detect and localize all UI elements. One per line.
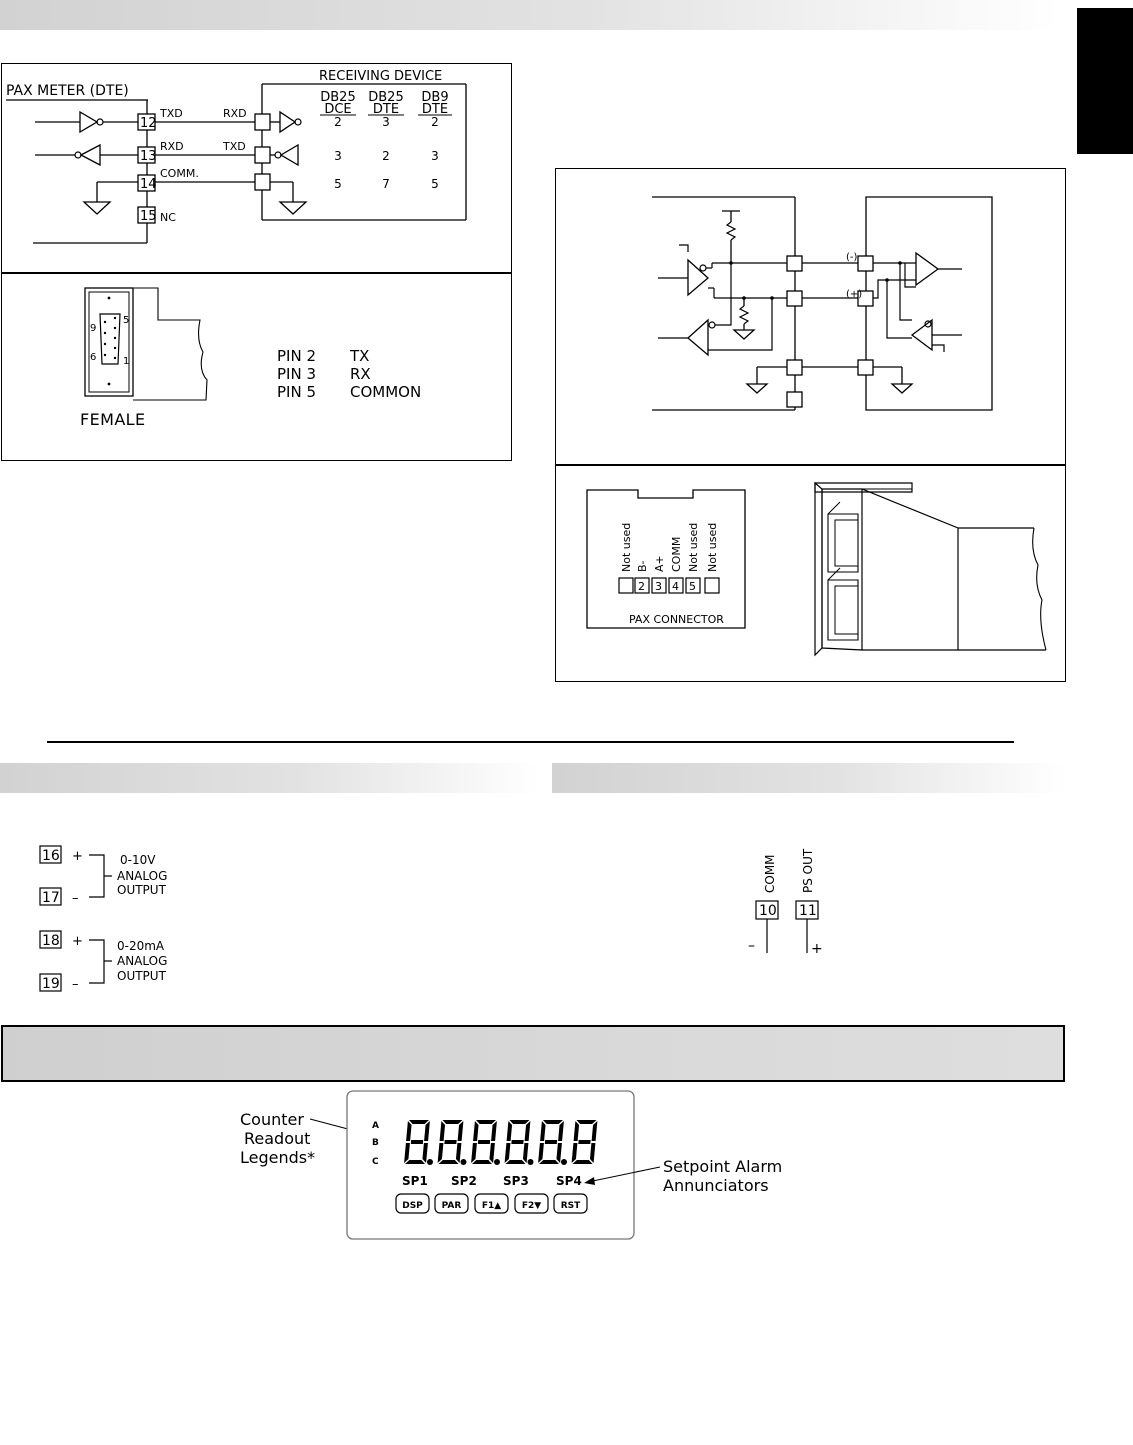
svg-text:OUTPUT: OUTPUT <box>117 969 166 983</box>
svg-text:–: – <box>72 977 79 992</box>
svg-text:5: 5 <box>689 580 696 593</box>
pax-meter-label: PAX METER (DTE) <box>6 83 129 99</box>
rst-button[interactable] <box>554 1194 587 1213</box>
svg-text:19: 19 <box>42 976 60 992</box>
ps-out-terminal-label: PS OUT <box>801 848 815 893</box>
svg-text:16: 16 <box>42 848 60 864</box>
svg-text:12: 12 <box>140 116 157 131</box>
dsp-button[interactable] <box>396 1194 429 1213</box>
legend-c: C <box>372 1157 379 1167</box>
display-segment <box>511 1140 523 1144</box>
svg-text:RST: RST <box>560 1201 581 1211</box>
svg-text:B-: B- <box>636 560 649 572</box>
svg-text:A+: A+ <box>653 555 666 572</box>
svg-text:14: 14 <box>140 177 157 192</box>
sp4-annunciator: SP4 <box>556 1174 582 1188</box>
display-segment <box>444 1140 456 1144</box>
svg-text:+: + <box>72 934 83 949</box>
svg-text:5: 5 <box>123 315 130 326</box>
svg-text:Not used: Not used <box>687 522 700 572</box>
svg-text:3: 3 <box>431 149 439 163</box>
svg-text:Not used: Not used <box>620 522 633 572</box>
svg-text:F1▲: F1▲ <box>481 1201 502 1211</box>
svg-text:13: 13 <box>140 149 157 164</box>
svg-text:COMM: COMM <box>670 536 683 572</box>
svg-text:COMMON: COMMON <box>350 383 422 401</box>
par-button[interactable] <box>435 1194 468 1213</box>
receiving-device-label: RECEIVING DEVICE <box>319 69 443 84</box>
polarity-plus-label: (+) <box>846 289 863 300</box>
svg-text:10: 10 <box>759 903 777 919</box>
f2-down-button[interactable] <box>515 1194 548 1213</box>
svg-text:F2▼: F2▼ <box>521 1201 542 1211</box>
svg-text:Annunciators: Annunciators <box>663 1176 769 1195</box>
svg-text:Legends*: Legends* <box>240 1148 316 1167</box>
display-decimal-point <box>528 1159 534 1165</box>
f1-up-button[interactable] <box>475 1194 508 1213</box>
svg-text:DB25: DB25 <box>368 90 404 105</box>
svg-text:5: 5 <box>431 177 439 191</box>
comm-terminal-label: COMM <box>763 854 777 893</box>
svg-text:4: 4 <box>672 580 679 593</box>
legend-a: A <box>372 1121 379 1131</box>
svg-text:PAR: PAR <box>441 1201 462 1211</box>
remote-txd-label: TXD <box>223 140 246 153</box>
svg-text:TX: TX <box>350 347 370 365</box>
svg-text:ANALOG: ANALOG <box>117 954 168 968</box>
sp1-annunciator: SP1 <box>402 1174 428 1188</box>
svg-text:ANALOG: ANALOG <box>117 869 168 883</box>
svg-text:PIN 5: PIN 5 <box>277 383 317 401</box>
svg-text:DTE: DTE <box>421 102 449 117</box>
display-segment <box>411 1140 423 1144</box>
svg-text:DB25: DB25 <box>320 90 356 105</box>
svg-text:7: 7 <box>382 177 390 191</box>
svg-text:11: 11 <box>799 903 817 919</box>
svg-text:RX: RX <box>350 365 371 383</box>
display-decimal-point <box>561 1159 567 1165</box>
svg-text:0-20mA: 0-20mA <box>117 939 165 953</box>
svg-text:DB9: DB9 <box>421 90 449 105</box>
display-segment <box>578 1140 590 1144</box>
svg-text:5: 5 <box>334 177 342 191</box>
svg-text:17: 17 <box>42 890 60 906</box>
svg-text:6: 6 <box>90 352 97 363</box>
sp3-annunciator: SP3 <box>503 1174 529 1188</box>
svg-text:Not used: Not used <box>706 522 719 572</box>
svg-text:3: 3 <box>382 115 390 129</box>
female-label: FEMALE <box>80 410 146 429</box>
svg-text:–: – <box>72 891 79 906</box>
legend-b: B <box>372 1138 379 1148</box>
front-panel-bezel <box>347 1091 634 1239</box>
svg-text:2: 2 <box>638 580 645 593</box>
svg-text:PIN 3: PIN 3 <box>277 365 317 383</box>
display-segment <box>545 1140 557 1144</box>
svg-text:2: 2 <box>334 115 342 129</box>
sp2-annunciator: SP2 <box>451 1174 477 1188</box>
display-decimal-point <box>427 1159 433 1165</box>
svg-text:0-10V: 0-10V <box>120 853 156 867</box>
svg-text:2: 2 <box>382 149 390 163</box>
svg-text:3: 3 <box>334 149 342 163</box>
display-segment <box>478 1140 490 1144</box>
svg-text:18: 18 <box>42 933 60 949</box>
svg-text:DTE: DTE <box>372 102 400 117</box>
display-decimal-point <box>461 1159 467 1165</box>
svg-text:–: – <box>748 938 755 954</box>
txd-label: TXD <box>160 107 183 120</box>
rxd-label: RXD <box>160 140 184 153</box>
pax-connector-title: PAX CONNECTOR <box>629 613 724 626</box>
svg-text:OUTPUT: OUTPUT <box>117 883 166 897</box>
comm-label: COMM. <box>160 167 199 180</box>
svg-text:2: 2 <box>431 115 439 129</box>
svg-text:Counter: Counter <box>240 1110 304 1129</box>
svg-text:Setpoint Alarm: Setpoint Alarm <box>663 1157 783 1176</box>
svg-text:3: 3 <box>655 580 662 593</box>
svg-text:9: 9 <box>90 323 97 334</box>
svg-text:15: 15 <box>140 209 157 224</box>
polarity-minus-label: (-) <box>846 252 858 263</box>
remote-rxd-label: RXD <box>223 107 247 120</box>
svg-text:+: + <box>811 941 823 957</box>
svg-text:Readout: Readout <box>244 1129 311 1148</box>
svg-text:PIN 2: PIN 2 <box>277 347 317 365</box>
display-decimal-point <box>494 1159 500 1165</box>
svg-text:1: 1 <box>123 356 130 367</box>
nc-label: NC <box>160 211 176 224</box>
svg-text:DSP: DSP <box>402 1201 423 1211</box>
svg-text:DCE: DCE <box>324 102 352 117</box>
svg-text:+: + <box>72 849 83 864</box>
